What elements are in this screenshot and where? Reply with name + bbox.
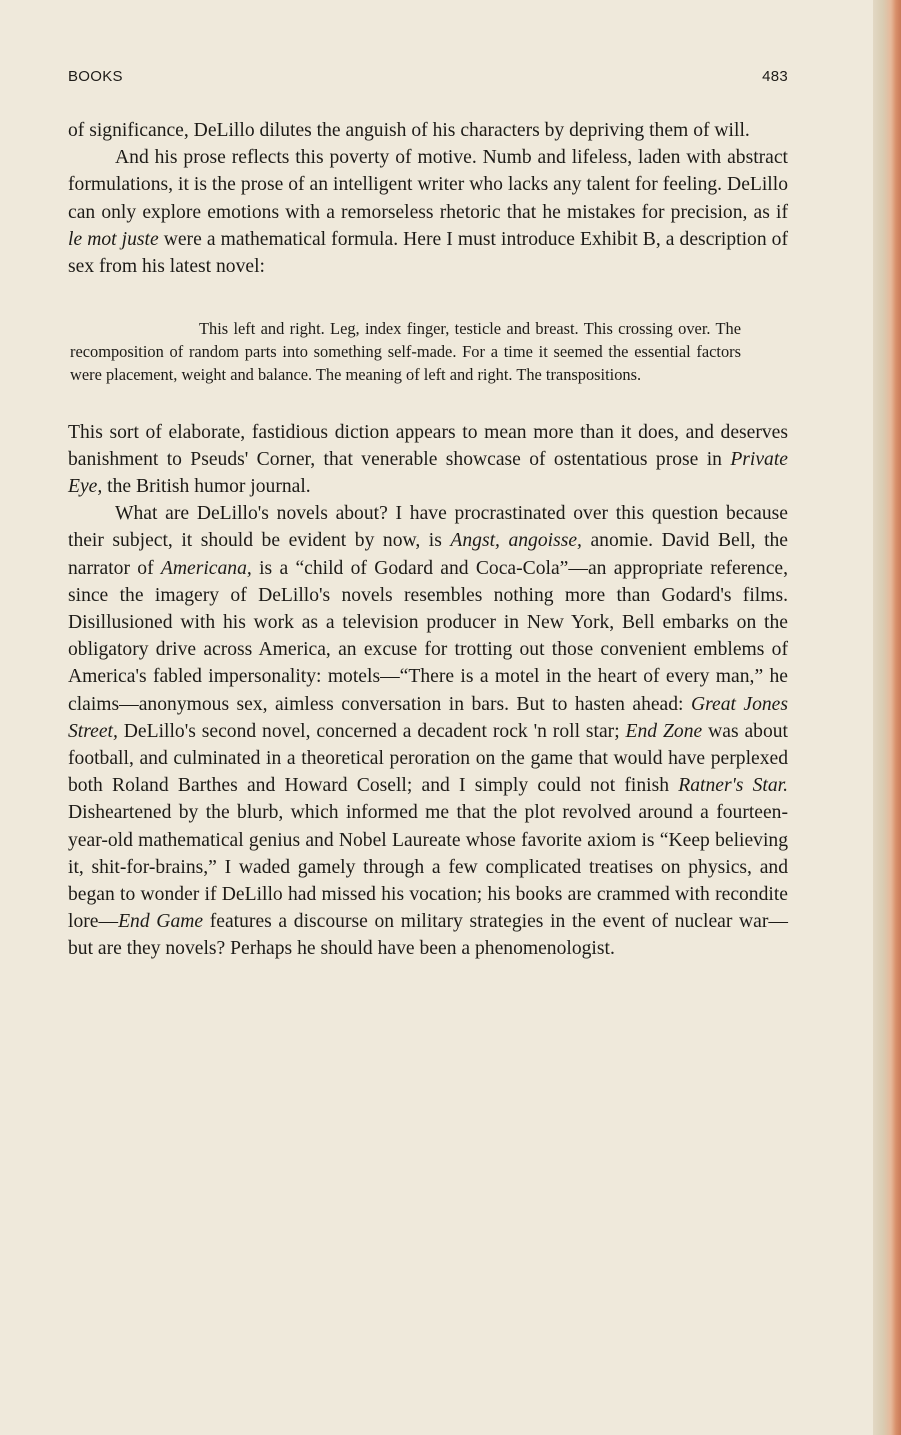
italic-title: Americana, bbox=[160, 557, 252, 579]
italic-title: Ratner's Star. bbox=[678, 775, 789, 797]
paragraph-novels-about: What are DeLillo's novels about? I have procrastinated over this question because their subject, it should be evident by now, is Angst, angoisse, anomie. David Bell, the narrator of Americana, is a “child of Godard and Coca-Cola”—an appropriate reference, since the imagery of DeLillo's novels resembles nothing more than Godard's films. Disillusioned with his work as a television producer in New York, Bell embarks on the obligatory drive across America, an excuse for trotting out those convenient emblems of America's fabled impersonality: motels—“There is a motel in the heart of every man,” he claims—anonymous sex, aimless conversation in bars. But to hasten ahead: Great Jones Street, DeLillo's second novel, concerned a decadent rock 'n roll star; End Zone was about football, and culminated in a theoretical peroration on the game that would have perplexed both Roland Barthes and Howard Cosell; and I simply could not finish Ratner's Star. Disheartened by the blurb, which informed me that the plot revolved around a fourteen-year-old mathematical genius and Nobel Laureate whose favorite axiom is “Keep believing it, shit-for-brains,” I waded gamely through a few complicated treatises on physics, and began to wonder if DeLillo had missed his vocation; his books are crammed with recondite lore—End Game features a discourse on military strategies in the event of nuclear war—but are they novels? Perhaps he should have been a phenomenologist. bbox=[68, 503, 789, 960]
page-number: 483 bbox=[762, 68, 788, 85]
paragraph-diction: This sort of elaborate, fastidious diction appears to mean more than it does, and deserves banishment to Pseuds' Corner, that venerable showcase of ostentatious prose in Private Eye, the British humor journal. bbox=[68, 421, 788, 498]
italic-term: le mot juste bbox=[68, 228, 159, 250]
italic-title: Private Eye, bbox=[68, 448, 788, 498]
italic-term: Angst, angoisse, bbox=[450, 530, 582, 552]
paragraph-prose-critique: And his prose reflects this poverty of motive. Numb and lifeless, laden with abstract formulations, it is the prose of an intelligent writer who lacks any talent for feeling. DeLillo can only explore emotions with a remorseless rhetoric that he mistakes for precision, as if le mot juste were a mathematical formula. Here I must introduce Exhibit B, a description of sex from his latest novel: bbox=[68, 147, 788, 278]
section-title: BOOKS bbox=[68, 68, 123, 85]
italic-title: End Zone bbox=[625, 720, 703, 742]
block-quote: This left and right. Leg, index finger, testicle and breast. This crossing over. The recomposition of random parts into something self-made. For a time it seemed the essential factors were placement, weight and balance. The meaning of left and right. The transpositions. bbox=[70, 319, 741, 384]
body-text bbox=[68, 117, 788, 963]
italic-title: End Game bbox=[118, 911, 204, 933]
italic-title: Great Jones Street, bbox=[68, 693, 788, 742]
page-edge bbox=[873, 0, 901, 1435]
paragraph-continuation: of significance, DeLillo dilutes the anguish of his characters by depriving them of will. bbox=[68, 120, 750, 141]
